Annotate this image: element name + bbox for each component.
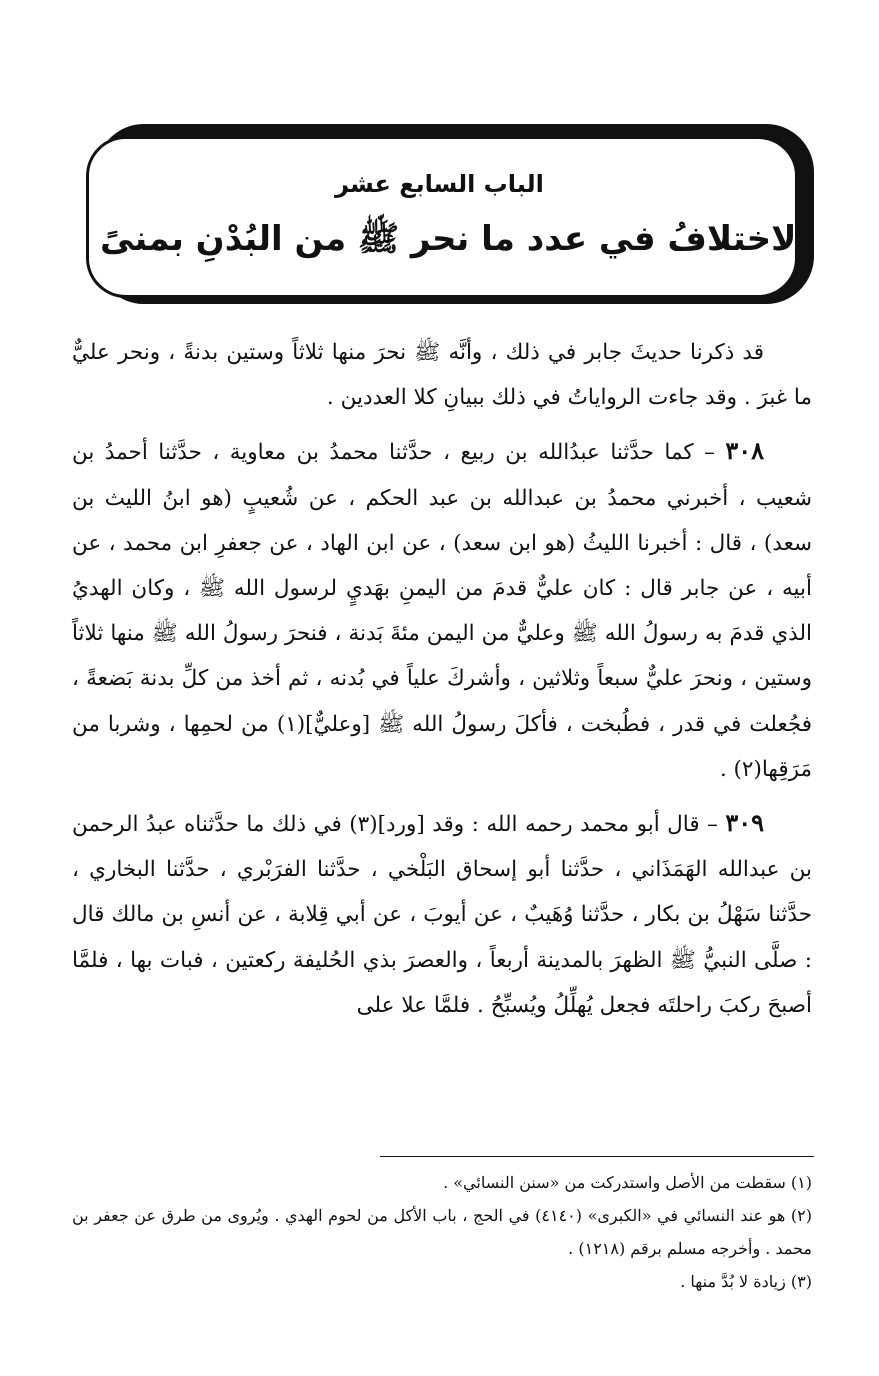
footnote-divider <box>380 1156 814 1157</box>
title-frame <box>86 136 809 298</box>
footnote-1: (١) سقطت من الأصل واستدركت من «سنن النسائي» . <box>443 1173 812 1192</box>
footnotes <box>72 1166 812 1298</box>
footnote-3: (٣) زيادة لا بُدَّ منها . <box>680 1272 812 1291</box>
footnote-2: (٢) هو عند النسائي في «الكبرى» (٤١٤٠) في الحج ، باب الأكل من لحوم الهدي . ويُروى من طرق عن جعفر بن محمد . وأخرجه مسلم برقم (١٢١٨) . <box>72 1206 812 1258</box>
body-text <box>72 330 812 1036</box>
hadith-text: – كما حدَّثنا عبدُالله بن ربيع ، حدَّثنا محمدُ بن معاوية ، حدَّثنا أحمدُ بن شعيب ، أخبرني محمدُ بن عبدالله بن عبد الحكم ، عن شُعيبٍ (هو ابنُ الليث بن سعد) ، قال : أخبرنا الليثُ (هو ابن سعد) ، عن ابن الهاد ، عن جعفرِ ابن محمد ، عن أبيه ، عن جابر قال : كان عليٌّ قدمَ من اليمنِ بهَديٍ لرسول الله ﷺ ، وكان الهديُ الذي قدمَ به رسولُ الله ﷺ وعليٌّ من اليمن مئةَ بَدنة ، فنحرَ رسولُ الله ﷺ منها ثلاثاً وستين ، ونحرَ عليٌّ سبعاً وثلاثين ، وأشركَ علياً في بُدنه ، ثم أخذ من كلِّ بدنة بَضعةً ، فجُعلت في قدر ، فطُبخت ، فأكلَ رسولُ الله ﷺ [وعليٌّ](١) من لحمِها ، وشربا من مَرَقِها(٢) . <box>72 440 812 782</box>
intro-paragraph: قد ذكرنا حديثَ جابر في ذلك ، وأنَّه ﷺ نحرَ منها ثلاثاً وستين بدنةً ، ونحر عليٌّ ما غبرَ . وقد جاءت الرواياتُ في ذلك ببيانِ كلا العددين . <box>72 340 812 411</box>
hadith-number: ٣٠٨ <box>725 436 764 466</box>
chapter-title: الاختلافُ في عدد ما نحر ﷺ من البُدْنِ بمنىً <box>100 219 809 259</box>
hadith-308-paragraph <box>72 428 812 792</box>
chapter-label: الباب السابع عشر <box>335 170 544 198</box>
hadith-number: ٣٠٩ <box>725 808 764 838</box>
hadith-text: – قال أبو محمد رحمه الله : وقد [ورد](٣) في ذلك ما حدَّثناه عبدُ الرحمن بن عبدالله الهَمَذَاني ، حدَّثنا أبو إسحاق البَلْخي ، حدَّثنا الفرَبْري ، حدَّثنا البخاري ، حدَّثنا سَهْلُ بن بكار ، حدَّثنا وُهَيبٌ ، عن أيوبَ ، عن أبي قِلابة ، عن أنسِ بن مالك قال : صلَّى النبيُّ ﷺ الظهرَ بالمدينة أربعاً ، والعصرَ بذي الحُليفة ركعتين ، فبات بها ، فلمَّا أصبحَ ركبَ راحلتَه فجعل يُهلِّلُ ويُسبِّحُ . فلمَّا علا على <box>72 812 812 1018</box>
hadith-309-paragraph <box>72 800 812 1028</box>
